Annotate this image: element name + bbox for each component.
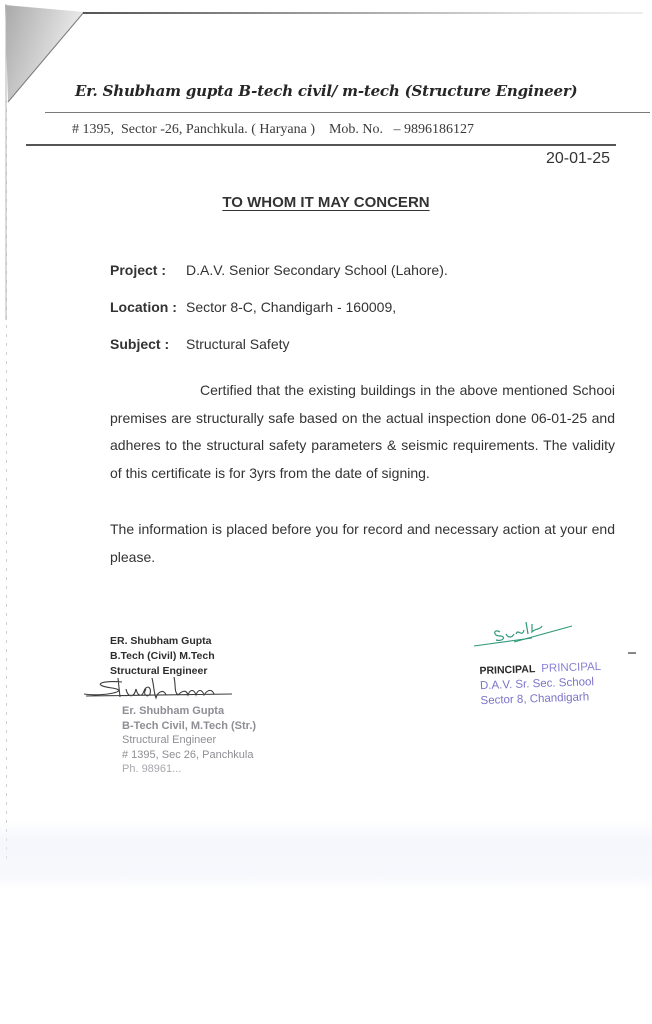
signatory-block	[110, 634, 215, 679]
document-title	[0, 194, 652, 211]
engineer-stamp-address: # 1395, Sec 26, Panchkula	[122, 748, 254, 761]
signatory-name: ER. Shubham Gupta	[110, 635, 212, 647]
letterhead-bottom-rule	[26, 144, 616, 146]
field-subject-label: Subject :	[110, 336, 170, 352]
letterhead-top-rule	[83, 12, 643, 14]
field-subject-value: Structural Safety	[186, 336, 290, 352]
information-text: The information is placed before you for record and necessary action at your end please.	[110, 521, 615, 565]
engineer-stamp-qualification: B-Tech Civil, M.Tech (Str.)	[122, 719, 257, 732]
certification-text: Certified that the existing buildings in the above mentioned Schooi premises are structurally safe based on the actual inspection done 06-01-25 and adheres to the structural safety parameters & seismic requirements. The validity of this certificate is for 3yrs from the date of signing.	[110, 382, 615, 481]
field-project-label: Project :	[110, 262, 167, 278]
scan-artifact-band	[0, 820, 652, 890]
field-location-label: Location :	[110, 299, 177, 315]
letterhead-name: Er. Shubham gupta B-tech civil/ m-tech (Structure Engineer)	[75, 82, 578, 100]
body-paragraph-information	[110, 516, 615, 571]
engineer-stamp-designation: Structural Engineer	[122, 734, 217, 746]
engineer-stamp	[122, 704, 256, 777]
folded-corner-decoration	[0, 0, 90, 320]
field-project-value: D.A.V. Senior Secondary School (Lahore).	[186, 262, 448, 278]
letterhead-divider	[45, 112, 650, 113]
principal-stamp-location: Sector 8, Chandigarh	[480, 691, 590, 708]
scan-edge-line	[6, 100, 7, 860]
principal-label-text: PRINCIPAL	[479, 663, 536, 678]
document-date: 20-01-25	[545, 150, 610, 167]
principal-stamp-school: D.A.V. Sr. Sec. School	[479, 676, 595, 693]
signatory-designation: Structural Engineer	[110, 665, 208, 677]
body-paragraph-certification	[110, 377, 615, 487]
principal-stamp	[479, 660, 602, 709]
document-title-text: TO WHOM IT MAY CONCERN	[222, 194, 430, 211]
signatory-qualification: B.Tech (Civil) M.Tech	[110, 650, 215, 662]
principal-stamp-overprint: PRINCIPAL	[541, 660, 602, 675]
field-subject	[110, 336, 290, 352]
engineer-signature	[82, 676, 242, 702]
scan-mark	[628, 652, 636, 654]
field-project	[110, 262, 448, 278]
engineer-stamp-phone: Ph. 98961...	[122, 763, 182, 775]
engineer-stamp-name: Er. Shubham Gupta	[122, 705, 225, 717]
field-location	[110, 299, 397, 315]
principal-signature	[470, 616, 580, 650]
field-location-value: Sector 8-C, Chandigarh - 160009,	[186, 299, 397, 315]
letterhead-address: # 1395, Sector -26, Panchkula. ( Haryana ) Mob. No. – 9896186127	[72, 122, 475, 137]
